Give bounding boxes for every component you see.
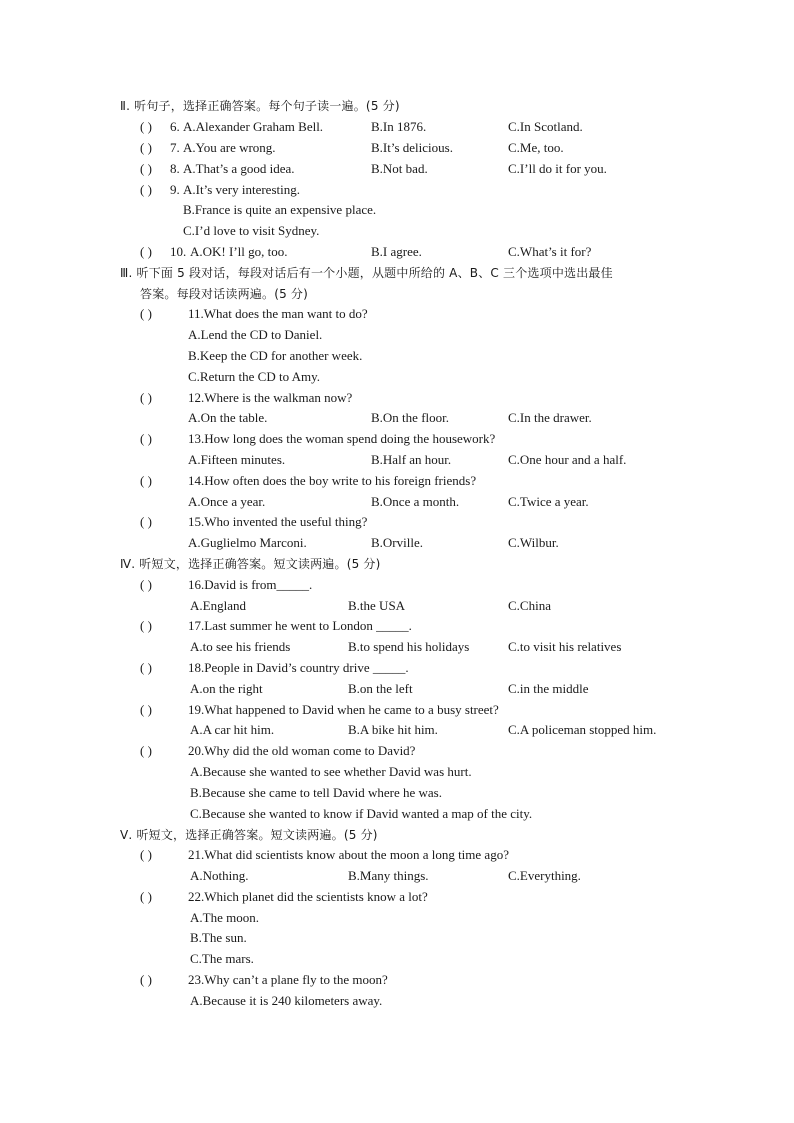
answer-blank[interactable]: ( ) bbox=[140, 702, 152, 717]
question-20-option-c: C.Because she wanted to know if David wanted a map of the city. bbox=[190, 806, 533, 821]
option-c: C.What’s it for? bbox=[508, 244, 592, 259]
question-20-option-a: A.Because she wanted to see whether David was hurt. bbox=[190, 764, 472, 779]
answer-blank[interactable]: ( ) bbox=[140, 431, 152, 446]
answer-blank[interactable]: ( ) bbox=[140, 140, 152, 155]
question-6 bbox=[140, 117, 780, 137]
option-c: C.in the middle bbox=[508, 681, 589, 696]
answer-blank[interactable]: ( ) bbox=[140, 972, 152, 987]
question-stem: 22.Which planet did the scientists know a lot? bbox=[188, 889, 428, 904]
question-19-options bbox=[190, 720, 780, 740]
question-15-options bbox=[188, 533, 778, 553]
section-4-heading: Ⅳ. 听短文，选择正确答案。短文读两遍。(5 分) bbox=[120, 557, 381, 571]
question-16-options bbox=[190, 596, 780, 616]
option-b: B.Once a month. bbox=[371, 494, 460, 509]
answer-blank[interactable]: ( ) bbox=[140, 618, 152, 633]
answer-blank[interactable]: ( ) bbox=[140, 847, 152, 862]
option-a: A.It’s very interesting. bbox=[183, 182, 300, 197]
question-stem: 21.What did scientists know about the moon a long time ago? bbox=[188, 847, 509, 862]
question-20-option-b: B.Because she came to tell David where he was. bbox=[190, 785, 442, 800]
answer-blank[interactable]: ( ) bbox=[140, 161, 152, 176]
answer-blank[interactable]: ( ) bbox=[140, 244, 152, 259]
question-8 bbox=[140, 159, 780, 179]
option-b: B.Not bad. bbox=[371, 161, 428, 176]
question-23-option-a: A.Because it is 240 kilometers away. bbox=[190, 993, 383, 1008]
option-a: A.to see his friends bbox=[190, 639, 291, 654]
option-b: B.I agree. bbox=[371, 244, 422, 259]
option-a: A.Once a year. bbox=[188, 494, 266, 509]
answer-blank[interactable]: ( ) bbox=[140, 577, 152, 592]
question-23 bbox=[140, 970, 388, 990]
question-11-option-c: C.Return the CD to Amy. bbox=[188, 369, 321, 384]
question-15 bbox=[140, 512, 367, 532]
option-c: C.One hour and a half. bbox=[508, 452, 627, 467]
answer-blank[interactable]: ( ) bbox=[140, 306, 152, 321]
question-12 bbox=[140, 388, 352, 408]
question-number: 9. bbox=[170, 182, 180, 197]
question-stem: 13.How long does the woman spend doing the housework? bbox=[188, 431, 496, 446]
question-11-option-b: B.Keep the CD for another week. bbox=[188, 348, 363, 363]
option-a: A.Guglielmo Marconi. bbox=[188, 535, 307, 550]
option-b: B.Orville. bbox=[371, 535, 423, 550]
question-11-option-a: A.Lend the CD to Daniel. bbox=[188, 327, 323, 342]
section-5-heading: Ⅴ. 听短文，选择正确答案。短文读两遍。(5 分) bbox=[120, 828, 378, 842]
question-13 bbox=[140, 429, 495, 449]
question-19 bbox=[140, 700, 499, 720]
option-a: A.On the table. bbox=[188, 410, 268, 425]
question-number: 7. bbox=[170, 140, 180, 155]
answer-blank[interactable]: ( ) bbox=[140, 119, 152, 134]
question-13-options bbox=[188, 450, 778, 470]
question-stem: 23.Why can’t a plane fly to the moon? bbox=[188, 972, 388, 987]
option-a: A.Fifteen minutes. bbox=[188, 452, 286, 467]
option-b: B.Many things. bbox=[348, 868, 429, 883]
question-17-options bbox=[190, 637, 780, 657]
question-17 bbox=[140, 616, 412, 636]
option-c: C.Everything. bbox=[508, 868, 581, 883]
question-14 bbox=[140, 471, 476, 491]
option-c: C.China bbox=[508, 598, 551, 613]
question-18-options bbox=[190, 679, 780, 699]
option-a: A.That’s a good idea. bbox=[183, 161, 295, 176]
question-22-option-a: A.The moon. bbox=[190, 910, 259, 925]
option-c: C.I’ll do it for you. bbox=[508, 161, 607, 176]
question-stem: 17.Last summer he went to London _____. bbox=[188, 618, 412, 633]
question-12-options bbox=[188, 408, 778, 428]
option-c: C.In the drawer. bbox=[508, 410, 592, 425]
question-stem: 16.David is from_____. bbox=[188, 577, 313, 592]
question-18 bbox=[140, 658, 409, 678]
option-a: A.England bbox=[190, 598, 246, 613]
option-c: C.to visit his relatives bbox=[508, 639, 622, 654]
question-stem: 18.People in David’s country drive _____. bbox=[188, 660, 409, 675]
question-stem: 15.Who invented the useful thing? bbox=[188, 514, 368, 529]
question-stem: 14.How often does the boy write to his foreign friends? bbox=[188, 473, 477, 488]
question-stem: 20.Why did the old woman come to David? bbox=[188, 743, 416, 758]
option-b: B.to spend his holidays bbox=[348, 639, 470, 654]
question-9-option-b: B.France is quite an expensive place. bbox=[183, 202, 377, 217]
question-stem: 11.What does the man want to do? bbox=[188, 306, 368, 321]
question-stem: 12.Where is the walkman now? bbox=[188, 390, 353, 405]
question-number: 8. bbox=[170, 161, 180, 176]
option-b: B.the USA bbox=[348, 598, 406, 613]
option-a: A.A car hit him. bbox=[190, 722, 275, 737]
option-b: B.On the floor. bbox=[371, 410, 449, 425]
option-a: A.Alexander Graham Bell. bbox=[183, 119, 324, 134]
option-a: A.on the right bbox=[190, 681, 263, 696]
option-b: B.In 1876. bbox=[371, 119, 427, 134]
question-9-option-c: C.I’d love to visit Sydney. bbox=[183, 223, 320, 238]
option-a: A.You are wrong. bbox=[183, 140, 276, 155]
option-a: A.OK! I’ll go, too. bbox=[190, 244, 288, 259]
question-20 bbox=[140, 741, 415, 761]
question-22-option-b: B.The sun. bbox=[190, 930, 247, 945]
question-21-options bbox=[190, 866, 780, 886]
question-9 bbox=[140, 180, 780, 200]
question-11 bbox=[140, 304, 368, 324]
answer-blank[interactable]: ( ) bbox=[140, 390, 152, 405]
answer-blank[interactable]: ( ) bbox=[140, 473, 152, 488]
question-7 bbox=[140, 138, 780, 158]
question-22 bbox=[140, 887, 428, 907]
option-c: C.Wilbur. bbox=[508, 535, 559, 550]
option-c: C.In Scotland. bbox=[508, 119, 583, 134]
question-number: 6. bbox=[170, 119, 180, 134]
option-b: B.on the left bbox=[348, 681, 413, 696]
option-b: B.Half an hour. bbox=[371, 452, 452, 467]
question-stem: 19.What happened to David when he came to a busy street? bbox=[188, 702, 499, 717]
question-number: 10. bbox=[170, 244, 187, 259]
answer-blank[interactable]: ( ) bbox=[140, 182, 152, 197]
question-21 bbox=[140, 845, 509, 865]
answer-blank[interactable]: ( ) bbox=[140, 743, 152, 758]
section-3-heading: Ⅲ. 听下面 5 段对话，每段对话后有一个小题，从题中所给的 A、B、C 三个选项中选出最佳 bbox=[120, 266, 613, 280]
section-3-heading-cont: 答案。每段对话读两遍。(5 分) bbox=[140, 287, 309, 301]
option-b: B.It’s delicious. bbox=[371, 140, 453, 155]
question-10 bbox=[140, 242, 780, 262]
section-2-heading: Ⅱ. 听句子，选择正确答案。每个句子读一遍。(5 分) bbox=[120, 99, 400, 113]
question-22-option-c: C.The mars. bbox=[190, 951, 254, 966]
option-b: B.A bike hit him. bbox=[348, 722, 438, 737]
question-14-options bbox=[188, 492, 778, 512]
answer-blank[interactable]: ( ) bbox=[140, 889, 152, 904]
option-c: C.Me, too. bbox=[508, 140, 564, 155]
option-c: C.Twice a year. bbox=[508, 494, 589, 509]
answer-blank[interactable]: ( ) bbox=[140, 514, 152, 529]
option-a: A.Nothing. bbox=[190, 868, 249, 883]
option-c: C.A policeman stopped him. bbox=[508, 722, 657, 737]
question-16 bbox=[140, 575, 312, 595]
answer-blank[interactable]: ( ) bbox=[140, 660, 152, 675]
